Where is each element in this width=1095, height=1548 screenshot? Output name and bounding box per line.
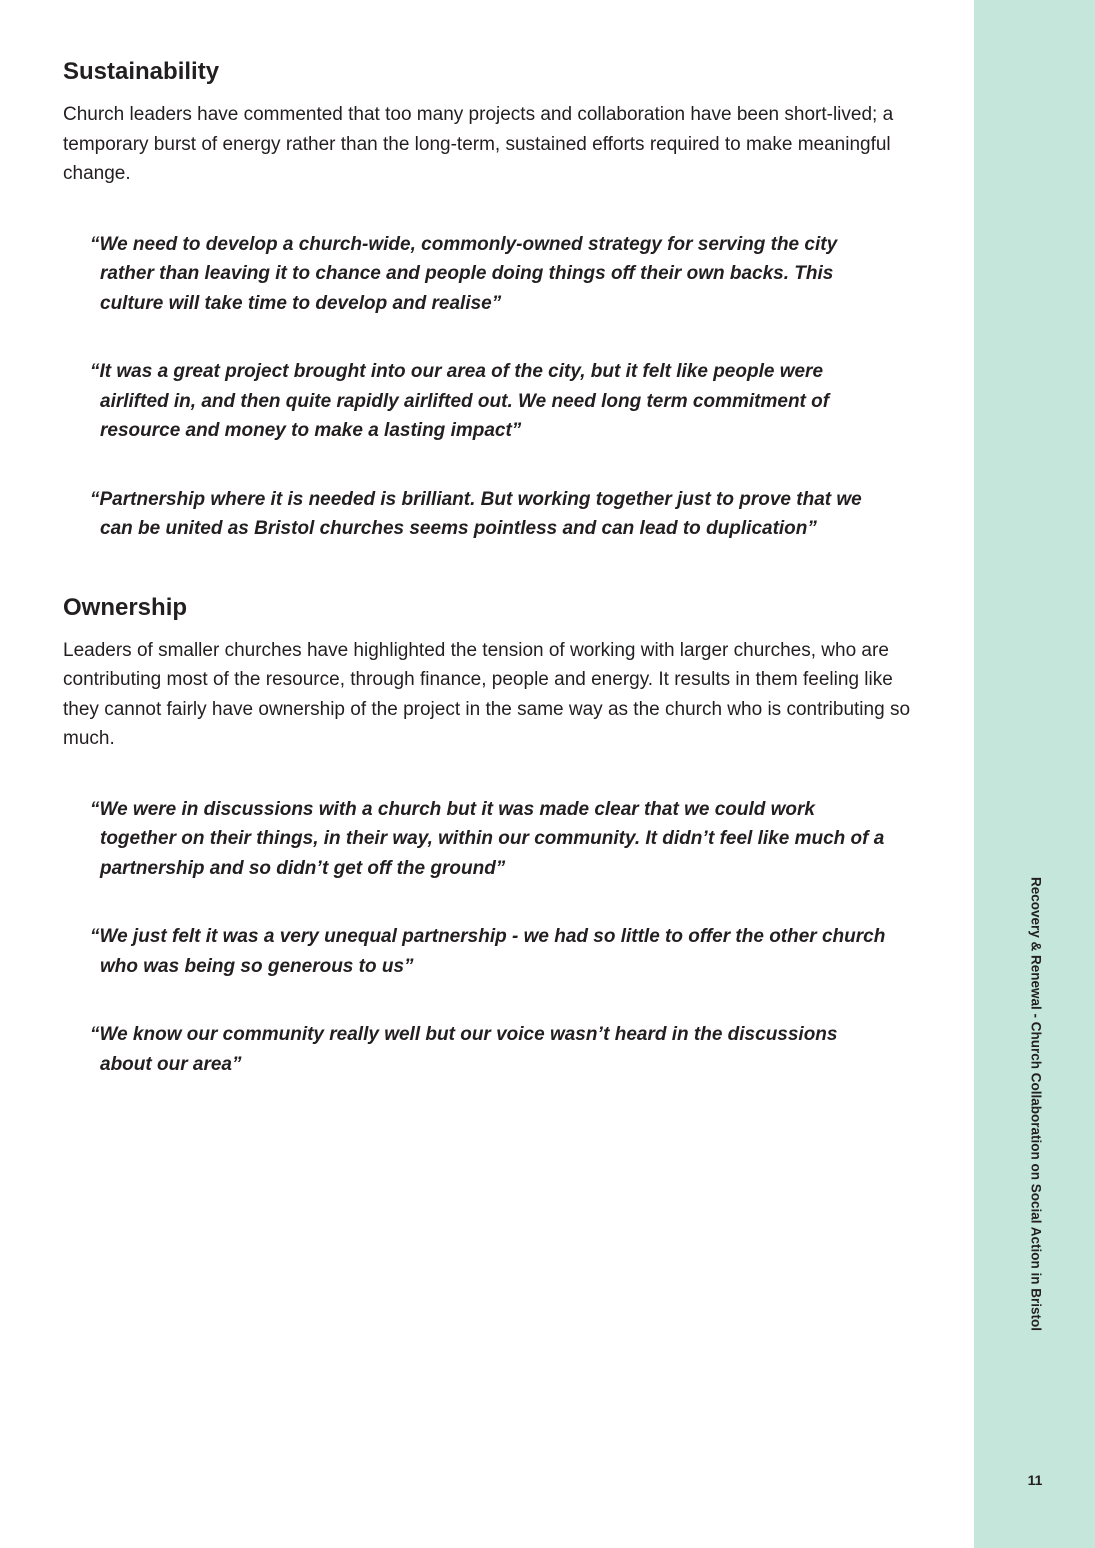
quote: “It was a great project brought into our area of the city, but it felt like people were airlifted in, and then quite rapidly airlifted out. We need long term commitment of resource and money to make a lasting impact” <box>90 361 830 441</box>
page-content <box>63 54 913 1079</box>
section-sustainability <box>63 54 913 544</box>
section-paragraph: Church leaders have commented that too many projects and collaboration have been short-lived; a temporary burst of energy rather than the long-term, sustained efforts required to make meaningful change. <box>63 104 894 184</box>
section-heading: Ownership <box>63 593 188 621</box>
section-ownership <box>63 590 913 1080</box>
quote: “We were in discussions with a church but it was made clear that we could work together on their things, in their way, within our community. It didn’t feel like much of a partnership and so didn’t get off the ground” <box>90 798 885 879</box>
quote: “We know our community really well but our voice wasn’t heard in the discussions about our area” <box>90 1024 838 1075</box>
sidebar-document-title: Recovery & Renewal - Church Collaboration on Social Action in Bristol <box>1028 876 1044 1332</box>
quote: “We need to develop a church-wide, commonly-owned strategy for serving the city rather than leaving it to chance and people doing things off their own backs. This culture will take time to develop and realise” <box>90 233 838 314</box>
section-paragraph: Leaders of smaller churches have highlighted the tension of working with larger churches, who are contributing most of the resource, through finance, people and energy. It results in them feeling like they cannot fairly have ownership of the project in the same way as the church who is contributing so much. <box>63 639 911 749</box>
section-heading: Sustainability <box>63 58 220 85</box>
quote: “We just felt it was a very unequal partnership - we had so little to offer the other church who was being so generous to us” <box>90 926 886 977</box>
page-number: 11 <box>1027 1472 1043 1488</box>
quote: “Partnership where it is needed is brilliant. But working together just to prove that we can be united as Bristol churches seems pointless and can lead to duplication” <box>90 488 862 539</box>
